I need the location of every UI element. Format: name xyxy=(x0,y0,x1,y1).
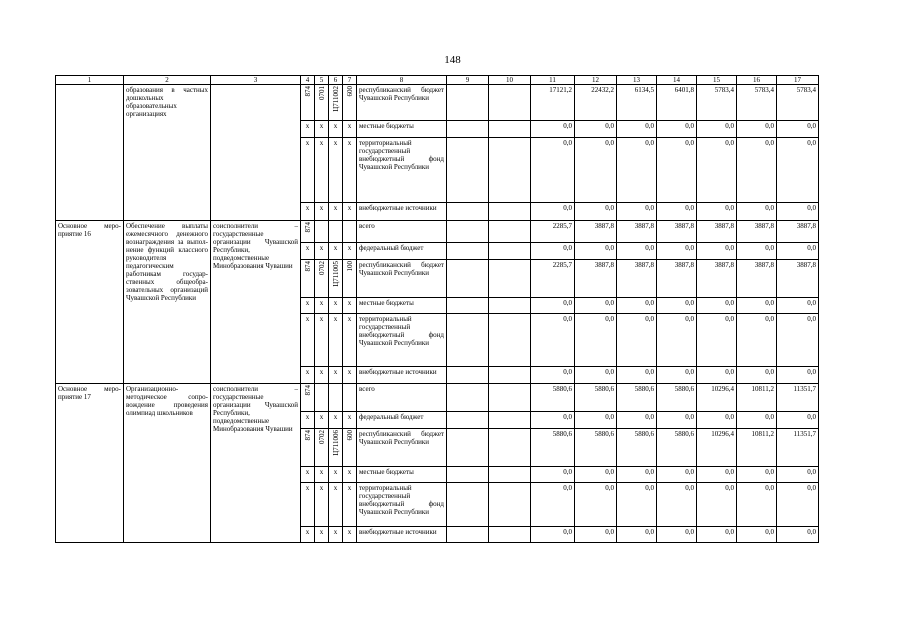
funding-source: республиканский бюджет Чувашской Республики xyxy=(357,85,447,121)
section-code: x xyxy=(319,139,324,147)
expense-group-code: 600 xyxy=(345,86,354,97)
empty-cell xyxy=(489,467,531,483)
empty-cell xyxy=(447,483,489,527)
section-code: 0701 xyxy=(317,86,326,100)
section-code: x xyxy=(319,299,324,307)
expense-group-code: x xyxy=(347,299,352,307)
year-value: 0,0 xyxy=(657,243,697,260)
empty-cell xyxy=(489,221,531,243)
section-code: x xyxy=(319,244,324,252)
year-value: 0,0 xyxy=(777,367,819,384)
year-value: 0,0 xyxy=(737,527,777,543)
year-value: 0,0 xyxy=(737,314,777,367)
year-value: 0,0 xyxy=(697,121,737,138)
column-header: 7 xyxy=(343,76,357,85)
year-value: 5880,6 xyxy=(657,384,697,412)
year-value: 3887,8 xyxy=(737,221,777,243)
year-value: 0,0 xyxy=(617,138,657,203)
year-value: 0,0 xyxy=(617,203,657,221)
section-code: x xyxy=(319,528,324,536)
funding-source: внебюджетные источники xyxy=(357,527,447,543)
year-value: 0,0 xyxy=(575,243,617,260)
year-value: 0,0 xyxy=(737,243,777,260)
column-header: 3 xyxy=(211,76,301,85)
grbs-code: x xyxy=(305,468,310,476)
year-value: 0,0 xyxy=(575,367,617,384)
column-header: 13 xyxy=(617,76,657,85)
year-value: 2285,7 xyxy=(531,221,575,243)
empty-cell xyxy=(489,298,531,314)
activity-name: Основное мероприятие 17 xyxy=(56,384,124,543)
year-value: 0,0 xyxy=(531,243,575,260)
funding-source: всего xyxy=(357,221,447,243)
year-value: 0,0 xyxy=(777,121,819,138)
year-value: 0,0 xyxy=(617,412,657,429)
year-value: 5783,4 xyxy=(777,85,819,121)
expense-group-code: x xyxy=(347,368,352,376)
year-value: 3887,8 xyxy=(575,260,617,298)
empty-cell xyxy=(447,298,489,314)
year-value: 0,0 xyxy=(697,203,737,221)
year-value: 0,0 xyxy=(737,298,777,314)
grbs-code: x xyxy=(305,528,310,536)
expense-group-code: x xyxy=(347,528,352,536)
empty-cell xyxy=(447,243,489,260)
year-value: 0,0 xyxy=(777,298,819,314)
year-value: 0,0 xyxy=(657,121,697,138)
empty-cell xyxy=(489,384,531,412)
year-value: 0,0 xyxy=(575,298,617,314)
grbs-code: 874 xyxy=(303,385,312,396)
empty-cell xyxy=(447,221,489,243)
activity-description: образования в частных дошкольных образовательных организациях xyxy=(124,85,211,221)
column-header: 15 xyxy=(697,76,737,85)
year-value: 3887,8 xyxy=(617,260,657,298)
target-article-code: x xyxy=(333,139,338,147)
funding-source: внебюджетные источники xyxy=(357,203,447,221)
section-code: 0702 xyxy=(317,430,326,444)
year-value: 11351,7 xyxy=(777,429,819,467)
empty-cell xyxy=(447,384,489,412)
activity-name: Основное мероприятие 16 xyxy=(56,221,124,384)
funding-source: всего xyxy=(357,384,447,412)
year-value: 0,0 xyxy=(575,412,617,429)
responsible-executor xyxy=(211,85,301,221)
section-code: 0702 xyxy=(317,261,326,275)
year-value: 3887,8 xyxy=(697,260,737,298)
year-value: 0,0 xyxy=(777,243,819,260)
section-code: x xyxy=(319,484,324,492)
grbs-code: x xyxy=(305,299,310,307)
target-article-code: x xyxy=(333,368,338,376)
table-row xyxy=(56,85,819,121)
year-value: 0,0 xyxy=(697,527,737,543)
year-value: 0,0 xyxy=(697,412,737,429)
column-header: 4 xyxy=(301,76,315,85)
column-header: 11 xyxy=(531,76,575,85)
year-value: 0,0 xyxy=(777,467,819,483)
target-article-code: Ц711002 xyxy=(331,86,340,112)
year-value: 0,0 xyxy=(531,467,575,483)
year-value: 0,0 xyxy=(737,367,777,384)
year-value: 0,0 xyxy=(531,138,575,203)
target-article-code: Ц711006 xyxy=(331,430,340,456)
year-value: 0,0 xyxy=(697,467,737,483)
target-article-code: Ц711005 xyxy=(331,261,340,287)
year-value: 0,0 xyxy=(531,121,575,138)
empty-cell xyxy=(489,367,531,384)
section-code: x xyxy=(319,315,324,323)
year-value: 3887,8 xyxy=(777,221,819,243)
empty-cell xyxy=(489,243,531,260)
section-code: x xyxy=(319,204,324,212)
year-value: 5880,6 xyxy=(617,429,657,467)
empty-cell xyxy=(447,260,489,298)
grbs-code: x xyxy=(305,122,310,130)
year-value: 0,0 xyxy=(737,121,777,138)
year-value: 5783,4 xyxy=(697,85,737,121)
year-value: 0,0 xyxy=(737,412,777,429)
year-value: 0,0 xyxy=(617,243,657,260)
table-row xyxy=(56,221,819,243)
year-value: 0,0 xyxy=(697,138,737,203)
expense-group-code: x xyxy=(347,468,352,476)
year-value: 10811,2 xyxy=(737,384,777,412)
header-row xyxy=(56,76,819,85)
column-header: 6 xyxy=(329,76,343,85)
year-value: 0,0 xyxy=(697,483,737,527)
funding-source: местные бюджеты xyxy=(357,121,447,138)
year-value: 0,0 xyxy=(575,527,617,543)
grbs-code: x xyxy=(305,484,310,492)
section-code: x xyxy=(319,122,324,130)
year-value: 0,0 xyxy=(657,467,697,483)
column-header: 5 xyxy=(315,76,329,85)
empty-cell xyxy=(447,527,489,543)
year-value: 0,0 xyxy=(737,138,777,203)
year-value: 0,0 xyxy=(575,483,617,527)
year-value: 0,0 xyxy=(531,367,575,384)
year-value: 0,0 xyxy=(697,298,737,314)
target-article-code: x xyxy=(333,244,338,252)
target-article-code: x xyxy=(333,122,338,130)
year-value: 0,0 xyxy=(697,243,737,260)
year-value: 0,0 xyxy=(617,467,657,483)
year-value: 3887,8 xyxy=(657,221,697,243)
year-value: 0,0 xyxy=(657,527,697,543)
column-header: 10 xyxy=(489,76,531,85)
year-value: 2285,7 xyxy=(531,260,575,298)
column-header: 12 xyxy=(575,76,617,85)
funding-source: территориальный государственный внебюджетный фонд Чувашской Республики xyxy=(357,138,447,203)
year-value: 11351,7 xyxy=(777,384,819,412)
empty-cell xyxy=(447,467,489,483)
year-value: 0,0 xyxy=(777,412,819,429)
year-value: 0,0 xyxy=(617,314,657,367)
year-value: 0,0 xyxy=(657,138,697,203)
expense-group-code: x xyxy=(347,139,352,147)
column-header: 14 xyxy=(657,76,697,85)
expense-group-code: x xyxy=(347,204,352,212)
grbs-code: x xyxy=(305,204,310,212)
section-code: x xyxy=(319,368,324,376)
year-value: 0,0 xyxy=(657,314,697,367)
section-code: x xyxy=(319,413,324,421)
funding-source: местные бюджеты xyxy=(357,298,447,314)
expense-group-code: 600 xyxy=(345,430,354,441)
year-value: 0,0 xyxy=(531,483,575,527)
year-value: 5880,6 xyxy=(531,384,575,412)
target-article-code: x xyxy=(333,299,338,307)
expense-group-code: x xyxy=(347,484,352,492)
empty-cell xyxy=(447,314,489,367)
year-value: 0,0 xyxy=(697,367,737,384)
year-value: 0,0 xyxy=(617,367,657,384)
target-article-code: x xyxy=(333,528,338,536)
year-value: 0,0 xyxy=(777,527,819,543)
responsible-executor: соисполнители – государственные организации Чувашской Республики, подведомственные Минобразования Чувашии xyxy=(211,384,301,543)
year-value: 0,0 xyxy=(531,298,575,314)
funding-source: территориальный государственный внебюджетный фонд Чувашской Республики xyxy=(357,483,447,527)
year-value: 0,0 xyxy=(657,367,697,384)
activity-description: Организационно-методическое сопровождение проведения олимпиад школьников xyxy=(124,384,211,543)
grbs-code: x xyxy=(305,368,310,376)
empty-cell xyxy=(489,121,531,138)
funding-source: республиканский бюджет Чувашской Республики xyxy=(357,260,447,298)
year-value: 17121,2 xyxy=(531,85,575,121)
target-article-code: x xyxy=(333,413,338,421)
year-value: 6134,5 xyxy=(617,85,657,121)
expense-group-code: x xyxy=(347,122,352,130)
year-value: 0,0 xyxy=(617,298,657,314)
empty-cell xyxy=(489,138,531,203)
empty-cell xyxy=(447,203,489,221)
empty-cell xyxy=(489,483,531,527)
year-value: 0,0 xyxy=(531,314,575,367)
year-value: 3887,8 xyxy=(617,221,657,243)
column-header: 16 xyxy=(737,76,777,85)
year-value: 3887,8 xyxy=(657,260,697,298)
year-value: 5880,6 xyxy=(657,429,697,467)
section-code: x xyxy=(319,468,324,476)
year-value: 5880,6 xyxy=(575,384,617,412)
empty-cell xyxy=(447,138,489,203)
year-value: 0,0 xyxy=(737,483,777,527)
grbs-code: x xyxy=(305,315,310,323)
year-value: 10811,2 xyxy=(737,429,777,467)
year-value: 0,0 xyxy=(737,203,777,221)
funding-source: федеральный бюджет xyxy=(357,412,447,429)
year-value: 0,0 xyxy=(737,467,777,483)
year-value: 0,0 xyxy=(617,121,657,138)
empty-cell xyxy=(489,429,531,467)
year-value: 0,0 xyxy=(657,412,697,429)
year-value: 5880,6 xyxy=(531,429,575,467)
grbs-code: 874 xyxy=(303,222,312,233)
responsible-executor: соисполнители – государственные организации Чувашской Республики, подведомственные Минобразования Чувашии xyxy=(211,221,301,384)
year-value: 0,0 xyxy=(575,138,617,203)
year-value: 0,0 xyxy=(777,203,819,221)
empty-cell xyxy=(489,85,531,121)
year-value: 0,0 xyxy=(531,527,575,543)
column-header: 2 xyxy=(124,76,211,85)
funding-source: территориальный государственный внебюджетный фонд Чувашской Республики xyxy=(357,314,447,367)
year-value: 5880,6 xyxy=(575,429,617,467)
year-value: 0,0 xyxy=(697,314,737,367)
year-value: 0,0 xyxy=(575,121,617,138)
column-header: 8 xyxy=(357,76,447,85)
grbs-code: x xyxy=(305,413,310,421)
funding-source: республиканский бюджет Чувашской Республики xyxy=(357,429,447,467)
year-value: 3887,8 xyxy=(575,221,617,243)
year-value: 0,0 xyxy=(575,467,617,483)
grbs-code: x xyxy=(305,244,310,252)
year-value: 0,0 xyxy=(777,483,819,527)
year-value: 0,0 xyxy=(617,483,657,527)
empty-cell xyxy=(447,367,489,384)
year-value: 0,0 xyxy=(657,203,697,221)
column-header: 1 xyxy=(56,76,124,85)
funding-source: федеральный бюджет xyxy=(357,243,447,260)
target-article-code: x xyxy=(333,484,338,492)
grbs-code: 874 xyxy=(303,86,312,97)
table-row xyxy=(56,384,819,412)
expense-group-code: x xyxy=(347,315,352,323)
year-value: 0,0 xyxy=(657,298,697,314)
empty-cell xyxy=(489,527,531,543)
year-value: 0,0 xyxy=(617,527,657,543)
year-value: 3887,8 xyxy=(697,221,737,243)
empty-cell xyxy=(489,314,531,367)
empty-cell xyxy=(447,412,489,429)
funding-source: внебюджетные источники xyxy=(357,367,447,384)
empty-cell xyxy=(489,203,531,221)
year-value: 0,0 xyxy=(777,138,819,203)
empty-cell xyxy=(489,260,531,298)
column-header: 17 xyxy=(777,76,819,85)
grbs-code: x xyxy=(305,139,310,147)
empty-cell xyxy=(447,85,489,121)
funding-source: местные бюджеты xyxy=(357,467,447,483)
year-value: 5783,4 xyxy=(737,85,777,121)
year-value: 3887,8 xyxy=(777,260,819,298)
empty-cell xyxy=(447,121,489,138)
year-value: 0,0 xyxy=(531,412,575,429)
expense-group-code: x xyxy=(347,413,352,421)
target-article-code: x xyxy=(333,315,338,323)
empty-cell xyxy=(447,429,489,467)
budget-table xyxy=(55,75,819,543)
year-value: 6401,8 xyxy=(657,85,697,121)
expense-group-code: 100 xyxy=(345,261,354,272)
target-article-code: x xyxy=(333,204,338,212)
target-article-code: x xyxy=(333,468,338,476)
year-value: 0,0 xyxy=(575,203,617,221)
year-value: 10296,4 xyxy=(697,384,737,412)
expense-group-code: x xyxy=(347,244,352,252)
year-value: 0,0 xyxy=(777,314,819,367)
grbs-code: 874 xyxy=(303,430,312,441)
grbs-code: 874 xyxy=(303,261,312,272)
year-value: 0,0 xyxy=(531,203,575,221)
year-value: 3887,8 xyxy=(737,260,777,298)
column-header: 9 xyxy=(447,76,489,85)
page-number: 148 xyxy=(444,54,461,66)
empty-cell xyxy=(489,412,531,429)
activity-name xyxy=(56,85,124,221)
activity-description: Обеспечение выплаты ежемесячного денежного вознаграждения за выполнение функций классного руководителя педагогическим работникам государственных общеобразовательных организаций Чувашской Республики xyxy=(124,221,211,384)
year-value: 0,0 xyxy=(657,483,697,527)
year-value: 22432,2 xyxy=(575,85,617,121)
year-value: 5880,6 xyxy=(617,384,657,412)
year-value: 10296,4 xyxy=(697,429,737,467)
year-value: 0,0 xyxy=(575,314,617,367)
